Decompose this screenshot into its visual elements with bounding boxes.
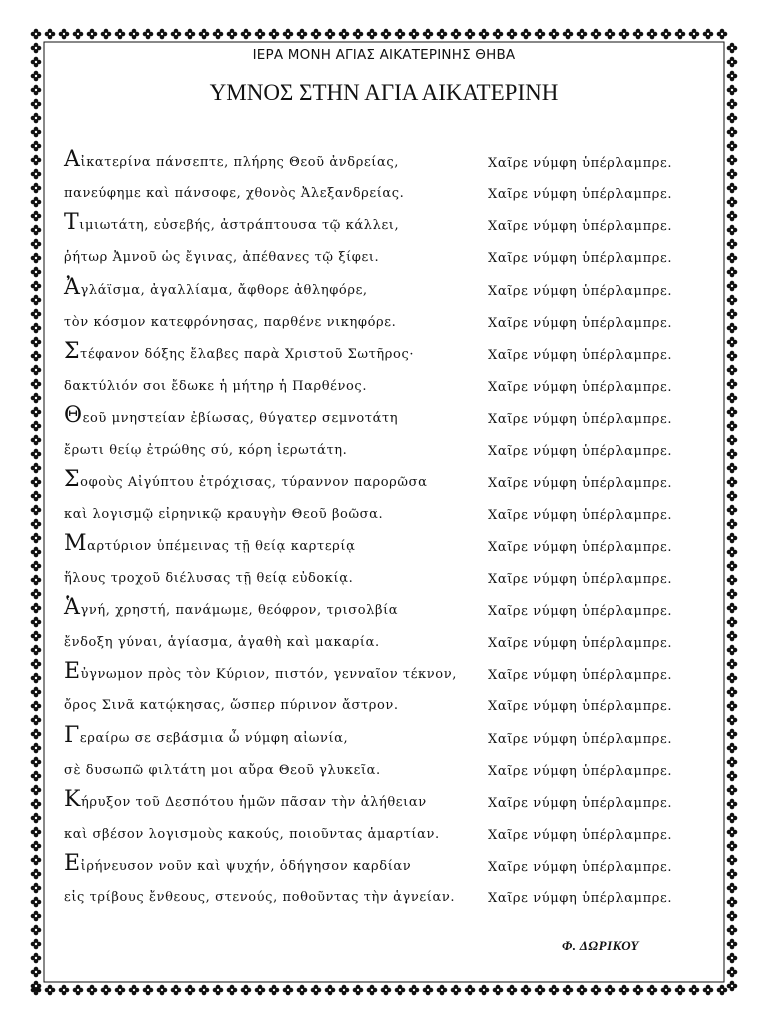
verse-initial: Τ [64,210,80,235]
refrain-text: Χαῖρε νύμφη ὑπέρλαμπρε. [488,316,673,331]
verse-line [64,789,704,813]
verse-initial: Ε [64,851,81,876]
verse-body: ήρυξον τοῦ Δεσπότου ἡμῶν πᾶσαν τὴν ἀλήθειαν [81,795,427,810]
verse-line [64,373,704,397]
verse-text [64,309,396,331]
verse-text [64,149,399,171]
verse-line [64,405,704,429]
verse-line [64,692,704,716]
verse-line [64,180,704,204]
verse-text [64,725,348,747]
verse-line [64,501,704,525]
verse-text [64,821,440,843]
verse-line [64,244,704,268]
verse-text [64,405,398,427]
verse-initial: Ε [64,659,81,684]
verse-body: εραίρω σε σεβάσμια ὦ νύμφη αἰωνία, [79,731,349,746]
verse-text [64,597,398,619]
verse-body: ἔρωτι θείῳ ἐτρώθης σύ, κόρη ἱερωτάτη. [64,443,348,458]
refrain-text: Χαῖρε νύμφη ὑπέρλαμπρε. [488,187,673,202]
verse-body: γλάϊσμα, ἀγαλλίαμα, ἄφθορε ἀθληφόρε, [80,283,368,298]
verse-line [64,661,704,685]
refrain-text: Χαῖρε νύμφη ὑπέρλαμπρε. [488,348,673,363]
refrain-text: Χαῖρε νύμφη ὑπέρλαμπρε. [488,828,673,843]
verse-initial: Α [64,147,81,172]
verse-text [64,629,380,651]
verse-initial: Θ [64,403,83,428]
verse-text [64,533,356,555]
verse-text [64,277,368,299]
refrain-text: Χαῖρε νύμφη ὑπέρλαμπρε. [488,380,673,395]
verse-line [64,149,704,173]
refrain-text: Χαῖρε νύμφη ὑπέρλαμπρε. [488,412,673,427]
verse-initial: Κ [64,787,82,812]
verse-body: πανεύφημε καὶ πάνσοφε, χθονὸς Ἀλεξανδρείας. [64,186,405,201]
refrain-text: Χαῖρε νύμφη ὑπέρλαμπρε. [488,156,673,171]
verse-line [64,212,704,236]
refrain-text: Χαῖρε νύμφη ὑπέρλαμπρε. [488,508,673,523]
refrain-text: Χαῖρε νύμφη ὑπέρλαμπρε. [488,732,673,747]
verse-body: εἰς τρίβους ἔνθεους, στενούς, ποθοῦντας τὴν ἁγνείαν. [64,890,456,905]
verse-line [64,821,704,845]
monastery-name: ΙΕΡΑ ΜΟΝΗ ΑΓΙΑΣ ΑΙΚΑΤΕΡΙΝΗΣ ΘΗΒΑ [252,47,516,63]
verse-body: εοῦ μνηστείαν ἐβίωσας, θύγατερ σεμνοτάτη [82,411,399,426]
verse-body: ἔνδοξη γύναι, ἁγίασμα, ἀγαθὴ καὶ μακαρία. [64,635,380,650]
verse-body: τὸν κόσμον κατεφρόνησας, παρθένε νικηφόρε. [64,315,397,330]
refrain-text: Χαῖρε νύμφη ὑπέρλαμπρε. [488,764,673,779]
verse-line [64,469,704,493]
verse-line [64,341,704,365]
verse-text [64,853,411,875]
verse-text [64,757,381,779]
verse-body: γνή, χρηστή, πανάμωμε, θεόφρον, τρισολβία [80,603,399,618]
verse-body: ὄρος Σινᾶ κατῴκησας, ὥσπερ πύρινον ἄστρον. [64,698,399,713]
verse-line [64,597,704,621]
verse-body: σὲ δυσωπῶ φιλτάτη μοι αὔρα Θεοῦ γλυκεῖα. [64,763,381,778]
verse-text [64,661,457,683]
refrain-text: Χαῖρε νύμφη ὑπέρλαμπρε. [488,540,673,555]
verse-text [64,565,353,587]
verse-body: ιμιωτάτη, εὐσεβής, ἀστράπτουσα τῷ κάλλει, [79,218,400,233]
refrain-text: Χαῖρε νύμφη ὑπέρλαμπρε. [488,284,673,299]
verse-initial: Ἀ [64,275,81,300]
verse-initial: Μ [64,531,88,556]
refrain-text: Χαῖρε νύμφη ὑπέρλαμπρε. [488,219,673,234]
verse-text [64,437,347,459]
refrain-text: Χαῖρε νύμφη ὑπέρλαμπρε. [488,572,673,587]
verse-text [64,789,427,811]
verse-text [64,469,427,491]
verse-body: τέφανον δόξης ἔλαβες παρὰ Χριστοῦ Σωτῆρος· [80,347,415,362]
refrain-text: Χαῖρε νύμφη ὑπέρλαμπρε. [488,251,673,266]
verse-line [64,853,704,877]
verse-text [64,692,399,714]
refrain-text: Χαῖρε νύμφη ὑπέρλαμπρε. [488,891,673,906]
verse-initial: Σ [64,339,81,364]
verse-line [64,629,704,653]
refrain-text: Χαῖρε νύμφη ὑπέρλαμπρε. [488,699,673,714]
verse-text [64,884,455,906]
verse-line [64,277,704,301]
verse-line [64,437,704,461]
verse-text [64,244,379,266]
verse-line [64,884,704,908]
verse-body: καὶ λογισμῷ εἰρηνικῷ κραυγὴν Θεοῦ βοῶσα. [64,507,384,522]
verse-initial: Σ [64,467,81,492]
verse-line [64,533,704,557]
hymn-title: ΥΜΝΟΣ ΣΤΗΝ ΑΓΙΑ ΑΙΚΑΤΕΡΙΝΗ [209,80,559,105]
verse-body: δακτύλιόν σοι ἔδωκε ἡ μήτηρ ἡ Παρθένος. [64,379,368,394]
refrain-text: Χαῖρε νύμφη ὑπέρλαμπρε. [488,444,673,459]
verse-line [64,757,704,781]
verse-body: ἰρήνευσον νοῦν καὶ ψυχήν, ὁδήγησον καρδίαν [80,859,412,874]
refrain-text: Χαῖρε νύμφη ὑπέρλαμπρε. [488,796,673,811]
verse-body: οφοὺς Αἰγύπτου ἐτρόχισας, τύραννον παρορῶσα [80,475,428,490]
verse-line [64,309,704,333]
verse-line [64,565,704,589]
verse-initial: Ἁ [64,595,81,620]
verse-body: ὐγνωμον πρὸς τὸν Κύριον, πιστόν, γενναῖον τέκνον, [80,667,457,682]
verse-body: ἰκατερίνα πάνσεπτε, πλήρης Θεοῦ ἀνδρείας, [80,155,399,170]
refrain-text: Χαῖρε νύμφη ὑπέρλαμπρε. [488,604,673,619]
verse-initial: Γ [64,723,80,748]
refrain-text: Χαῖρε νύμφη ὑπέρλαμπρε. [488,476,673,491]
verse-body: αρτύριον ὑπέμεινας τῇ θείᾳ καρτερίᾳ [87,539,356,554]
verse-text [64,341,414,363]
refrain-text: Χαῖρε νύμφη ὑπέρλαμπρε. [488,668,673,683]
verse-body: καὶ σβέσον λογισμοὺς κακούς, ποιοῦντας ἁμαρτίαν. [64,827,440,842]
verse-text [64,373,367,395]
verse-text [64,212,399,234]
author-signature: Φ. ΔΩΡΙΚΟΥ [562,938,639,953]
refrain-text: Χαῖρε νύμφη ὑπέρλαμπρε. [488,636,673,651]
refrain-text: Χαῖρε νύμφη ὑπέρλαμπρε. [488,860,673,875]
verse-text [64,501,383,523]
verse-line [64,725,704,749]
verse-body: ῥήτωρ Ἀμνοῦ ὡς ἔγινας, ἀπέθανες τῷ ξίφει. [64,250,380,265]
verse-body: ἥλους τροχοῦ διέλυσας τῇ θείᾳ εὐδοκίᾳ. [64,571,354,586]
verse-text [64,180,404,202]
